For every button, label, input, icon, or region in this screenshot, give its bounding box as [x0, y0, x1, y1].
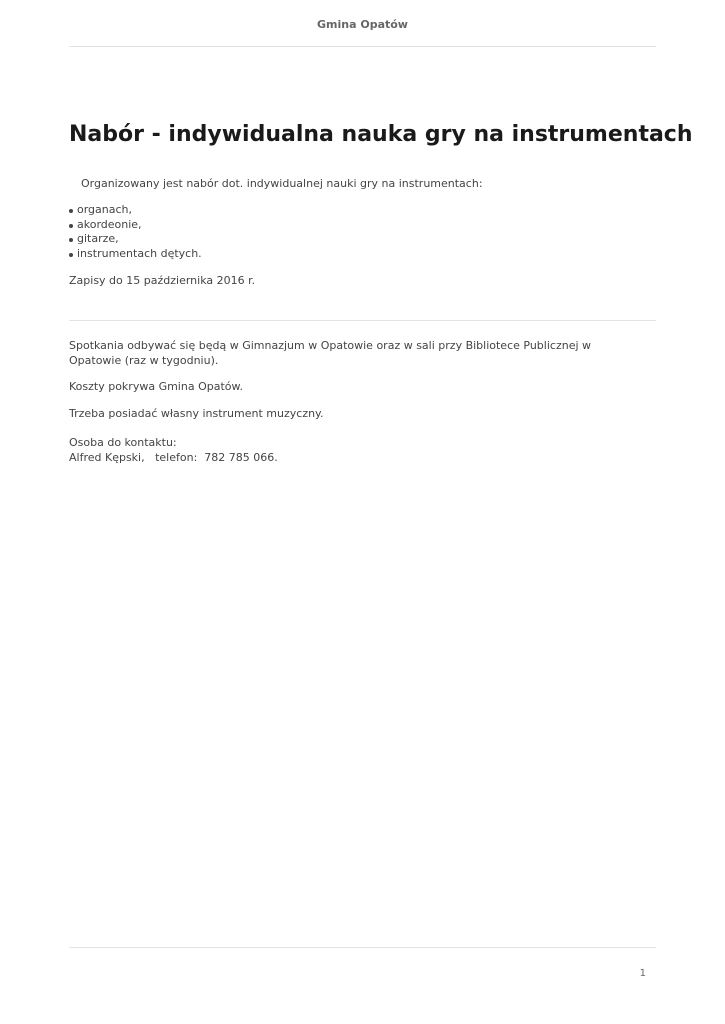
header-divider [69, 46, 656, 47]
bullet-icon [69, 224, 73, 228]
section-divider [69, 320, 656, 321]
list-item-label: akordeonie, [77, 217, 142, 231]
footer-divider [69, 947, 656, 948]
list-item [69, 232, 202, 247]
list-item-label: gitarze, [77, 232, 119, 245]
list-item [69, 247, 202, 262]
intro-paragraph: Organizowany jest nabór dot. indywidualnej nauki gry na instrumentach: [81, 177, 483, 190]
instrument-note-paragraph: Trzeba posiadać własny instrument muzyczny. [69, 407, 324, 420]
contact-details: Alfred Kępski, telefon: 782 785 066. [69, 451, 278, 464]
bullet-icon [69, 238, 73, 242]
instrument-list [69, 203, 202, 261]
page-number: 1 [639, 968, 646, 979]
list-item-label: instrumentach dętych. [77, 246, 202, 260]
bullet-icon [69, 209, 73, 213]
deadline-paragraph: Zapisy do 15 października 2016 r. [69, 274, 256, 287]
page-title: Nabór - indywidualna nauka gry na instrumentach [69, 122, 693, 147]
list-item [69, 203, 202, 218]
meetings-paragraph: Spotkania odbywać się będą w Gimnazjum w Opatowie oraz w sali przy Bibliotece Publicznej w Opatowie (raz w tygodniu). [69, 339, 592, 367]
contact-label: Osoba do kontaktu: [69, 436, 177, 449]
bullet-icon [69, 253, 73, 257]
list-item [69, 218, 202, 233]
costs-paragraph: Koszty pokrywa Gmina Opatów. [69, 380, 243, 393]
list-item-label: organach, [77, 203, 133, 216]
site-name-header: Gmina Opatów [317, 18, 408, 31]
